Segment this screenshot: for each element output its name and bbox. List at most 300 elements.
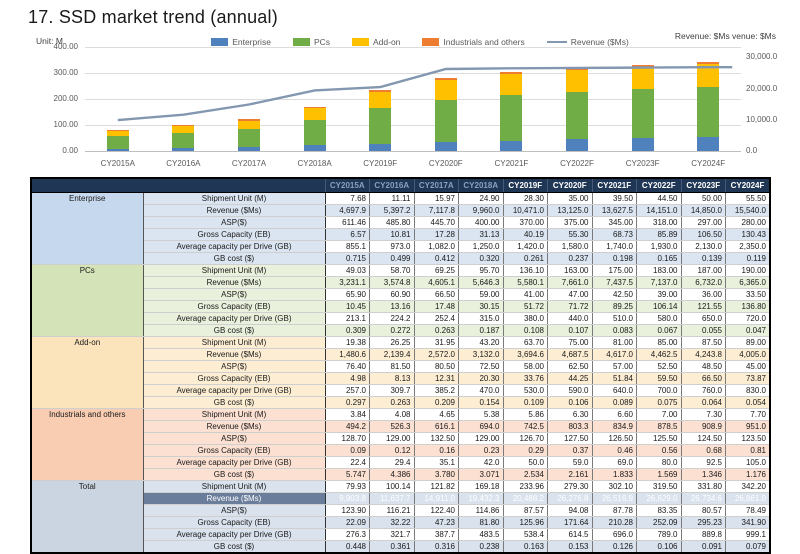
value-cell: 42.50: [592, 289, 637, 301]
value-cell: 0.261: [503, 253, 548, 265]
value-cell: 0.448: [325, 541, 370, 554]
value-cell: 17.48: [414, 301, 459, 313]
table-row: [31, 337, 770, 349]
value-cell: 24.90: [459, 193, 504, 205]
chart-legend: [140, 37, 700, 47]
value-cell: 87.57: [503, 505, 548, 517]
value-cell: 45.00: [726, 361, 771, 373]
value-cell: 35.1: [414, 457, 459, 469]
value-cell: 43.20: [459, 337, 504, 349]
value-cell: 87.50: [681, 337, 726, 349]
value-cell: 62.50: [548, 361, 593, 373]
metric-cell: GB cost ($): [143, 541, 325, 554]
value-cell: 0.309: [325, 325, 370, 337]
value-cell: 76.40: [325, 361, 370, 373]
value-cell: 650.0: [681, 313, 726, 325]
value-cell: 51.84: [592, 373, 637, 385]
metric-cell: Average capacity per Drive (GB): [143, 313, 325, 325]
value-cell: 0.075: [637, 397, 682, 409]
metric-cell: GB cost ($): [143, 253, 325, 265]
value-cell: 55.30: [548, 229, 593, 241]
legend-swatch-box: [352, 38, 369, 46]
value-cell: 257.0: [325, 385, 370, 397]
value-cell: 0.361: [370, 541, 415, 554]
value-cell: 830.0: [726, 385, 771, 397]
value-cell: 2.534: [503, 469, 548, 481]
value-cell: 80.50: [414, 361, 459, 373]
value-cell: 4.65: [414, 409, 459, 421]
x-axis-label: CY2023F: [625, 159, 660, 168]
value-cell: 611.46: [325, 217, 370, 229]
value-cell: 33.76: [503, 373, 548, 385]
value-cell: 106.50: [681, 229, 726, 241]
value-cell: 22.4: [325, 457, 370, 469]
x-axis-label: CY2016A: [166, 159, 201, 168]
value-cell: 319.50: [637, 481, 682, 493]
right-axis-tick: 0.0: [746, 146, 758, 155]
right-axis-unit-label: Revenue: $Ms venue: $Ms: [674, 31, 776, 41]
value-cell: 1.176: [726, 469, 771, 481]
value-cell: 0.106: [637, 541, 682, 554]
value-cell: 760.0: [681, 385, 726, 397]
value-cell: 66.50: [414, 289, 459, 301]
market-data-table: [30, 177, 771, 554]
value-cell: 36.00: [681, 289, 726, 301]
value-cell: 280.00: [726, 217, 771, 229]
value-cell: 40.19: [503, 229, 548, 241]
metric-cell: GB cost ($): [143, 325, 325, 337]
value-cell: 0.064: [681, 397, 726, 409]
year-column-header: CY2017A: [414, 178, 459, 193]
x-axis-label: CY2020F: [428, 159, 463, 168]
value-cell: 12.31: [414, 373, 459, 385]
value-cell: 538.4: [503, 529, 548, 541]
legend-item: [547, 37, 629, 47]
metric-cell: ASP($): [143, 361, 325, 373]
value-cell: 0.089: [592, 397, 637, 409]
value-cell: 3,574.8: [370, 277, 415, 289]
value-cell: 122.40: [414, 505, 459, 517]
legend-item: [293, 37, 330, 47]
value-cell: 0.209: [414, 397, 459, 409]
value-cell: 445.70: [414, 217, 459, 229]
value-cell: 136.80: [726, 301, 771, 313]
value-cell: 510.0: [592, 313, 637, 325]
value-cell: 385.2: [414, 385, 459, 397]
value-cell: 127.50: [548, 433, 593, 445]
metric-cell: GB cost ($): [143, 469, 325, 481]
value-cell: 3.780: [414, 469, 459, 481]
value-cell: 78.49: [726, 505, 771, 517]
value-cell: 999.1: [726, 529, 771, 541]
x-axis-label: CY2018A: [297, 159, 332, 168]
metric-cell: Average capacity per Drive (GB): [143, 457, 325, 469]
x-axis-label: CY2019F: [363, 159, 398, 168]
value-cell: 440.0: [548, 313, 593, 325]
value-cell: 22.09: [325, 517, 370, 529]
value-cell: 175.00: [592, 265, 637, 277]
value-cell: 15.97: [414, 193, 459, 205]
value-cell: 2,130.0: [681, 241, 726, 253]
value-cell: 3,694.6: [503, 349, 548, 361]
value-cell: 0.119: [726, 253, 771, 265]
legend-label: PCs: [313, 37, 330, 47]
value-cell: 694.0: [459, 421, 504, 433]
metric-cell: Shipment Unit (M): [143, 265, 325, 277]
value-cell: 878.5: [637, 421, 682, 433]
value-cell: 58.00: [503, 361, 548, 373]
category-cell: Industrials and others: [31, 409, 143, 481]
value-cell: 7.70: [726, 409, 771, 421]
table-header-row: [31, 178, 770, 193]
table-row: [31, 409, 770, 421]
value-cell: 7,117.8: [414, 205, 459, 217]
value-cell: 720.0: [726, 313, 771, 325]
legend-item: [211, 37, 271, 47]
legend-label: Revenue ($Ms): [570, 37, 629, 47]
value-cell: 2,139.4: [370, 349, 415, 361]
value-cell: 855.1: [325, 241, 370, 253]
metric-cell: Revenue ($Ms): [143, 493, 325, 505]
value-cell: 26.25: [370, 337, 415, 349]
value-cell: 114.86: [459, 505, 504, 517]
value-cell: 3,231.1: [325, 277, 370, 289]
year-column-header: CY2021F: [592, 178, 637, 193]
value-cell: 0.320: [459, 253, 504, 265]
value-cell: 20,488.2: [503, 493, 548, 505]
value-cell: 973.0: [370, 241, 415, 253]
value-cell: 1,480.6: [325, 349, 370, 361]
value-cell: 580.0: [637, 313, 682, 325]
value-cell: 83.35: [637, 505, 682, 517]
value-cell: 1,082.0: [414, 241, 459, 253]
value-cell: 81.00: [592, 337, 637, 349]
value-cell: 29.4: [370, 457, 415, 469]
value-cell: 1.569: [637, 469, 682, 481]
year-column-header: CY2020F: [548, 178, 593, 193]
value-cell: 75.00: [548, 337, 593, 349]
metric-cell: Average capacity per Drive (GB): [143, 529, 325, 541]
value-cell: 696.0: [592, 529, 637, 541]
value-cell: 30.15: [459, 301, 504, 313]
right-axis-tick: 10,000.0: [746, 114, 778, 124]
value-cell: 6.60: [592, 409, 637, 421]
value-cell: 26,516.9: [592, 493, 637, 505]
metric-cell: Shipment Unit (M): [143, 193, 325, 205]
left-axis-tick: 100.00: [53, 120, 78, 129]
metric-cell: Gross Capacity (EB): [143, 373, 325, 385]
legend-label: Enterprise: [232, 37, 271, 47]
value-cell: 8.13: [370, 373, 415, 385]
value-cell: 50.00: [681, 193, 726, 205]
value-cell: 31.95: [414, 337, 459, 349]
value-cell: 0.16: [414, 445, 459, 457]
year-column-header: CY2023F: [681, 178, 726, 193]
value-cell: 0.139: [681, 253, 726, 265]
value-cell: 0.499: [370, 253, 415, 265]
value-cell: 9,960.0: [459, 205, 504, 217]
metric-cell: Average capacity per Drive (GB): [143, 385, 325, 397]
legend-swatch-box: [422, 38, 439, 46]
revenue-line: [118, 67, 732, 120]
value-cell: 951.0: [726, 421, 771, 433]
value-cell: 26,861.0: [726, 493, 771, 505]
value-cell: 39.00: [637, 289, 682, 301]
value-cell: 41.00: [503, 289, 548, 301]
value-cell: 233.96: [503, 481, 548, 493]
metric-cell: ASP($): [143, 217, 325, 229]
table-row: [31, 193, 770, 205]
value-cell: 526.3: [370, 421, 415, 433]
value-cell: 13,125.0: [548, 205, 593, 217]
value-cell: 341.90: [726, 517, 771, 529]
metric-cell: Shipment Unit (M): [143, 409, 325, 421]
value-cell: 59.0: [548, 457, 593, 469]
value-cell: 0.297: [325, 397, 370, 409]
value-cell: 0.237: [548, 253, 593, 265]
value-cell: 3.84: [325, 409, 370, 421]
value-cell: 485.80: [370, 217, 415, 229]
value-cell: 69.0: [592, 457, 637, 469]
value-cell: 52.50: [637, 361, 682, 373]
value-cell: 0.106: [548, 397, 593, 409]
metric-cell: Gross Capacity (EB): [143, 301, 325, 313]
value-cell: 72.50: [459, 361, 504, 373]
value-cell: 26,629.0: [637, 493, 682, 505]
value-cell: 10.45: [325, 301, 370, 313]
value-cell: 0.055: [681, 325, 726, 337]
value-cell: 4.386: [370, 469, 415, 481]
value-cell: 7,137.0: [637, 277, 682, 289]
value-cell: 5,646.3: [459, 277, 504, 289]
value-cell: 0.067: [637, 325, 682, 337]
left-axis-tick: 400.00: [53, 42, 78, 51]
value-cell: 26,734.6: [681, 493, 726, 505]
value-cell: 63.70: [503, 337, 548, 349]
legend-label: Industrials and others: [443, 37, 525, 47]
value-cell: 789.0: [637, 529, 682, 541]
value-cell: 28.30: [503, 193, 548, 205]
value-cell: 121.82: [414, 481, 459, 493]
value-cell: 0.165: [637, 253, 682, 265]
value-cell: 59.50: [637, 373, 682, 385]
value-cell: 19,432.3: [459, 493, 504, 505]
metric-cell: Gross Capacity (EB): [143, 229, 325, 241]
metric-cell: Revenue ($Ms): [143, 277, 325, 289]
grid-line: [85, 151, 741, 152]
value-cell: 35.00: [548, 193, 593, 205]
table-row: [31, 481, 770, 493]
value-cell: 47.23: [414, 517, 459, 529]
value-cell: 60.90: [370, 289, 415, 301]
value-cell: 100.14: [370, 481, 415, 493]
value-cell: 4,243.8: [681, 349, 726, 361]
value-cell: 321.7: [370, 529, 415, 541]
value-cell: 19.38: [325, 337, 370, 349]
value-cell: 33.50: [726, 289, 771, 301]
value-cell: 7.30: [681, 409, 726, 421]
left-axis-tick: 300.00: [53, 68, 78, 77]
metric-cell: Shipment Unit (M): [143, 481, 325, 493]
value-cell: 55.50: [726, 193, 771, 205]
value-cell: 302.10: [592, 481, 637, 493]
value-cell: 1,930.0: [637, 241, 682, 253]
category-cell: Enterprise: [31, 193, 143, 265]
value-cell: 4,005.0: [726, 349, 771, 361]
value-cell: 6,365.0: [726, 277, 771, 289]
metric-cell: GB cost ($): [143, 397, 325, 409]
value-cell: 4,687.5: [548, 349, 593, 361]
value-cell: 11,637.7: [370, 493, 415, 505]
value-cell: 15,540.0: [726, 205, 771, 217]
value-cell: 3.071: [459, 469, 504, 481]
value-cell: 5.747: [325, 469, 370, 481]
value-cell: 4,697.9: [325, 205, 370, 217]
value-cell: 400.00: [459, 217, 504, 229]
value-cell: 6.30: [548, 409, 593, 421]
value-cell: 85.00: [637, 337, 682, 349]
table-row: [31, 265, 770, 277]
value-cell: 0.054: [726, 397, 771, 409]
year-column-header: CY2016A: [370, 178, 415, 193]
value-cell: 342.20: [726, 481, 771, 493]
value-cell: 58.70: [370, 265, 415, 277]
value-cell: 73.87: [726, 373, 771, 385]
value-cell: 0.09: [325, 445, 370, 457]
x-axis-label: CY2021F: [494, 159, 529, 168]
value-cell: 20.30: [459, 373, 504, 385]
value-cell: 125.96: [503, 517, 548, 529]
value-cell: 380.0: [503, 313, 548, 325]
value-cell: 7,437.5: [592, 277, 637, 289]
value-cell: 129.00: [370, 433, 415, 445]
value-cell: 69.25: [414, 265, 459, 277]
value-cell: 0.263: [414, 325, 459, 337]
value-cell: 7.00: [637, 409, 682, 421]
value-cell: 2,572.0: [414, 349, 459, 361]
value-cell: 80.0: [637, 457, 682, 469]
value-cell: 0.107: [548, 325, 593, 337]
value-cell: 0.047: [726, 325, 771, 337]
value-cell: 0.153: [548, 541, 593, 554]
value-cell: 126.70: [503, 433, 548, 445]
chart-plot: [85, 47, 741, 151]
value-cell: 0.187: [459, 325, 504, 337]
value-cell: 106.14: [637, 301, 682, 313]
metric-cell: Gross Capacity (EB): [143, 445, 325, 457]
value-cell: 614.5: [548, 529, 593, 541]
page-title: 17. SSD market trend (annual): [28, 7, 278, 27]
legend-swatch-line: [547, 41, 567, 44]
value-cell: 640.0: [592, 385, 637, 397]
value-cell: 11.11: [370, 193, 415, 205]
year-column-header: CY2018A: [459, 178, 504, 193]
year-column-header: CY2024F: [726, 178, 771, 193]
value-cell: 32.22: [370, 517, 415, 529]
year-column-header: CY2022F: [637, 178, 682, 193]
value-cell: 123.90: [325, 505, 370, 517]
value-cell: 3,132.0: [459, 349, 504, 361]
x-axis-label: CY2017A: [231, 159, 267, 168]
value-cell: 1,580.0: [548, 241, 593, 253]
value-cell: 375.00: [548, 217, 593, 229]
x-axis-label: CY2015A: [100, 159, 135, 168]
value-cell: 0.154: [459, 397, 504, 409]
value-cell: 44.50: [637, 193, 682, 205]
value-cell: 0.272: [370, 325, 415, 337]
value-cell: 0.316: [414, 541, 459, 554]
value-cell: 1,740.0: [592, 241, 637, 253]
value-cell: 92.5: [681, 457, 726, 469]
value-cell: 183.00: [637, 265, 682, 277]
value-cell: 1,420.0: [503, 241, 548, 253]
value-cell: 94.08: [548, 505, 593, 517]
metric-cell: Shipment Unit (M): [143, 337, 325, 349]
value-cell: 44.25: [548, 373, 593, 385]
value-cell: 5,580.1: [503, 277, 548, 289]
category-cell: PCs: [31, 265, 143, 337]
value-cell: 616.1: [414, 421, 459, 433]
value-cell: 0.29: [503, 445, 548, 457]
right-axis-tick: 20,000.0: [746, 83, 778, 93]
value-cell: 14,850.0: [681, 205, 726, 217]
value-cell: 803.3: [548, 421, 593, 433]
value-cell: 4.98: [325, 373, 370, 385]
ssd-market-chart: [30, 30, 778, 176]
left-axis-unit-label: Unit: M: [36, 36, 63, 46]
value-cell: 1.346: [681, 469, 726, 481]
x-axis-label: CY2022F: [560, 159, 594, 168]
value-cell: 0.263: [370, 397, 415, 409]
value-cell: 2.161: [548, 469, 593, 481]
value-cell: 252.09: [637, 517, 682, 529]
metric-cell: Gross Capacity (EB): [143, 517, 325, 529]
value-cell: 50.0: [503, 457, 548, 469]
value-cell: 51.72: [503, 301, 548, 313]
value-cell: 68.73: [592, 229, 637, 241]
value-cell: 2,350.0: [726, 241, 771, 253]
value-cell: 315.0: [459, 313, 504, 325]
value-cell: 0.412: [414, 253, 459, 265]
value-cell: 190.00: [726, 265, 771, 277]
value-cell: 123.50: [726, 433, 771, 445]
value-cell: 129.00: [459, 433, 504, 445]
value-cell: 10.81: [370, 229, 415, 241]
category-cell: Add-on: [31, 337, 143, 409]
year-column-header: CY2019F: [503, 178, 548, 193]
value-cell: 4,605.1: [414, 277, 459, 289]
value-cell: 80.57: [681, 505, 726, 517]
value-cell: 5,397.2: [370, 205, 415, 217]
value-cell: 0.37: [548, 445, 593, 457]
value-cell: 13,627.5: [592, 205, 637, 217]
value-cell: 9,903.8: [325, 493, 370, 505]
value-cell: 121.55: [681, 301, 726, 313]
value-cell: 834.9: [592, 421, 637, 433]
metric-cell: Average capacity per Drive (GB): [143, 241, 325, 253]
value-cell: 276.3: [325, 529, 370, 541]
metric-cell: Revenue ($Ms): [143, 349, 325, 361]
value-cell: 908.9: [681, 421, 726, 433]
value-cell: 4,617.0: [592, 349, 637, 361]
value-cell: 1,250.0: [459, 241, 504, 253]
metric-cell: ASP($): [143, 505, 325, 517]
value-cell: 136.10: [503, 265, 548, 277]
value-cell: 0.81: [726, 445, 771, 457]
value-cell: 85.89: [637, 229, 682, 241]
value-cell: 124.50: [681, 433, 726, 445]
value-cell: 14,151.0: [637, 205, 682, 217]
